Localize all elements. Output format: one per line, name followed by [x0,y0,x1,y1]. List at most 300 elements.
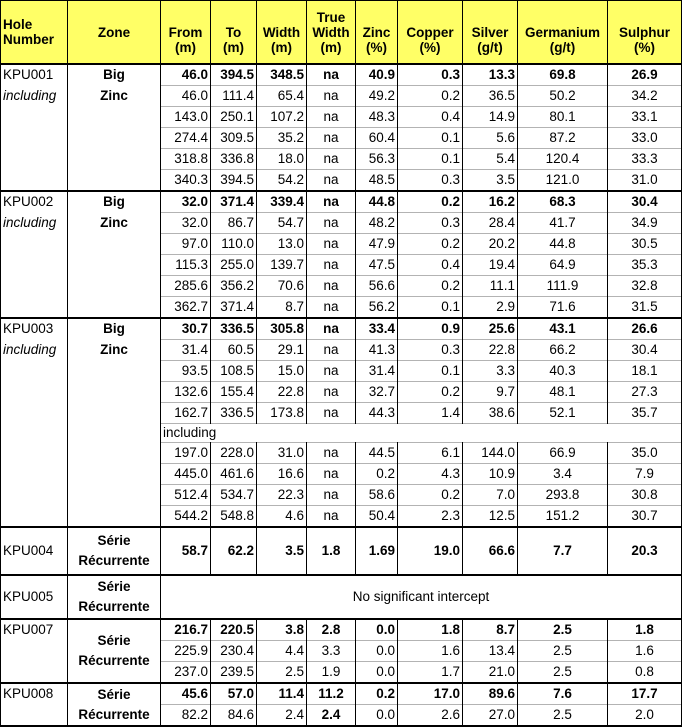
hole-number: KPU005 [1,575,68,619]
header-germanium: Germanium (g/t) [518,1,608,65]
cell-true-width: 3.3 [307,641,356,662]
cell-zinc: 56.2 [356,297,398,319]
cell-silver: 36.5 [463,86,518,107]
cell-true-width: na [307,464,356,485]
cell-copper: 0.3 [398,340,463,361]
cell-sulphur: 27.3 [608,382,682,403]
cell-to: 534.7 [211,485,257,506]
zone-name: Série Récurrente [68,683,161,726]
cell-from: 143.0 [161,107,211,128]
cell-germanium: 64.9 [518,255,608,276]
cell-true-width: na [307,170,356,192]
zone-name: Série Récurrente [68,575,161,619]
cell-to: 86.7 [211,213,257,234]
cell-zinc: 44.8 [356,191,398,213]
cell-zinc: 31.4 [356,361,398,382]
cell-from: 82.2 [161,705,211,727]
cell-true-width: na [307,403,356,424]
cell-germanium: 80.1 [518,107,608,128]
zone-name: Série Récurrente [68,527,161,575]
table-row [1,619,682,641]
table-row [1,170,682,192]
cell-zone [68,128,161,149]
cell-width: 29.1 [257,340,307,361]
table-row [1,213,682,234]
cell-copper: 0.2 [398,191,463,213]
cell-zone [68,255,161,276]
including-label: including [1,340,68,361]
cell-germanium: 41.7 [518,213,608,234]
cell-width: 16.6 [257,464,307,485]
cell-copper: 17.0 [398,683,463,705]
cell-zone [68,297,161,319]
table-row [1,234,682,255]
cell-sulphur: 33.1 [608,107,682,128]
cell-zinc: 1.69 [356,527,398,575]
table-row [1,424,682,443]
zone-name: Big [68,64,161,86]
cell-silver: 38.6 [463,403,518,424]
cell-copper: 0.3 [398,64,463,86]
cell-copper: 0.2 [398,276,463,297]
cell-zinc: 0.0 [356,662,398,684]
cell-hole [1,641,68,662]
cell-hole [1,149,68,170]
hole-number: KPU001 [1,64,68,86]
cell-copper: 1.6 [398,641,463,662]
table-row [1,128,682,149]
cell-hole [1,443,68,464]
cell-silver: 144.0 [463,443,518,464]
cell-copper: 6.1 [398,443,463,464]
header-zone: Zone [68,1,161,65]
hole-number: KPU008 [1,683,68,705]
results-body [1,64,682,726]
cell-zinc: 47.5 [356,255,398,276]
table-row [1,64,682,86]
cell-copper: 1.8 [398,619,463,641]
cell-copper: 0.1 [398,361,463,382]
table-row [1,683,682,705]
cell-sulphur: 30.8 [608,485,682,506]
cell-to: 108.5 [211,361,257,382]
table-row [1,149,682,170]
cell-true-width: na [307,149,356,170]
cell-from: 318.8 [161,149,211,170]
cell-to: 220.5 [211,619,257,641]
header-width: Width (m) [257,1,307,65]
cell-hole [1,424,68,443]
cell-from: 225.9 [161,641,211,662]
cell-to: 336.5 [211,403,257,424]
cell-from: 445.0 [161,464,211,485]
cell-true-width: na [307,213,356,234]
cell-zinc: 32.7 [356,382,398,403]
cell-zinc: 58.6 [356,485,398,506]
cell-germanium: 48.1 [518,382,608,403]
cell-width: 339.4 [257,191,307,213]
cell-germanium: 69.8 [518,64,608,86]
cell-true-width: 1.8 [307,527,356,575]
cell-to: 394.5 [211,170,257,192]
cell-sulphur: 35.0 [608,443,682,464]
cell-silver: 28.4 [463,213,518,234]
cell-to: 371.4 [211,191,257,213]
cell-hole [1,297,68,319]
cell-sulphur: 30.4 [608,340,682,361]
cell-to: 239.5 [211,662,257,684]
cell-zone [68,506,161,528]
cell-true-width: na [307,234,356,255]
cell-sulphur: 18.1 [608,361,682,382]
cell-width: 18.0 [257,149,307,170]
cell-to: 60.5 [211,340,257,361]
cell-width: 54.2 [257,170,307,192]
cell-germanium: 151.2 [518,506,608,528]
cell-copper: 0.1 [398,149,463,170]
cell-copper: 0.2 [398,485,463,506]
cell-zinc: 44.5 [356,443,398,464]
table-row [1,318,682,340]
cell-true-width: na [307,485,356,506]
cell-silver: 13.3 [463,64,518,86]
cell-zone [68,234,161,255]
cell-sulphur: 0.8 [608,662,682,684]
cell-width: 107.2 [257,107,307,128]
cell-silver: 8.7 [463,619,518,641]
cell-width: 2.4 [257,705,307,727]
cell-zone [68,170,161,192]
hole-number: KPU004 [1,527,68,575]
cell-silver: 9.7 [463,382,518,403]
cell-width: 173.8 [257,403,307,424]
cell-zinc: 56.3 [356,149,398,170]
cell-zinc: 0.0 [356,705,398,727]
cell-germanium: 111.9 [518,276,608,297]
cell-silver: 2.9 [463,297,518,319]
cell-silver: 25.6 [463,318,518,340]
table-row [1,86,682,107]
no-intercept-note: No significant intercept [161,575,682,619]
cell-copper: 19.0 [398,527,463,575]
cell-hole [1,382,68,403]
cell-width: 11.4 [257,683,307,705]
cell-sulphur: 31.5 [608,297,682,319]
cell-silver: 3.3 [463,361,518,382]
cell-germanium: 293.8 [518,485,608,506]
cell-to: 228.0 [211,443,257,464]
cell-sulphur: 31.0 [608,170,682,192]
cell-from: 46.0 [161,64,211,86]
cell-hole [1,403,68,424]
cell-zinc: 44.3 [356,403,398,424]
cell-true-width: na [307,297,356,319]
cell-silver: 19.4 [463,255,518,276]
cell-copper: 0.4 [398,107,463,128]
cell-from: 544.2 [161,506,211,528]
table-row [1,464,682,485]
cell-germanium: 120.4 [518,149,608,170]
cell-zone [68,107,161,128]
zone-name: Big [68,318,161,340]
table-row [1,107,682,128]
cell-silver: 7.0 [463,485,518,506]
cell-germanium: 50.2 [518,86,608,107]
zone-name: Zinc [68,340,161,361]
zone-name: Big [68,191,161,213]
table-row [1,361,682,382]
cell-copper: 4.3 [398,464,463,485]
sub-including-label: including [161,424,682,443]
hole-number: KPU007 [1,619,68,641]
cell-zone [68,403,161,424]
header-zinc: Zinc (%) [356,1,398,65]
table-row [1,382,682,403]
cell-zone [68,443,161,464]
cell-zinc: 0.0 [356,641,398,662]
cell-zone [68,149,161,170]
zone-name: Zinc [68,86,161,107]
cell-hole [1,276,68,297]
cell-to: 250.1 [211,107,257,128]
header-hole-number: Hole Number [1,1,68,65]
cell-width: 65.4 [257,86,307,107]
cell-zinc: 0.0 [356,619,398,641]
cell-germanium: 87.2 [518,128,608,149]
table-row [1,506,682,528]
cell-copper: 2.6 [398,705,463,727]
cell-zinc: 48.3 [356,107,398,128]
cell-copper: 0.2 [398,86,463,107]
cell-to: 62.2 [211,527,257,575]
cell-true-width: 2.8 [307,619,356,641]
cell-copper: 0.4 [398,255,463,276]
header-from: From (m) [161,1,211,65]
cell-zinc: 0.2 [356,464,398,485]
cell-zinc: 49.2 [356,86,398,107]
cell-width: 139.7 [257,255,307,276]
table-row [1,485,682,506]
cell-hole [1,662,68,684]
cell-to: 57.0 [211,683,257,705]
cell-sulphur: 33.0 [608,128,682,149]
cell-silver: 3.5 [463,170,518,192]
cell-hole [1,361,68,382]
cell-germanium: 44.8 [518,234,608,255]
cell-to: 548.8 [211,506,257,528]
cell-from: 237.0 [161,662,211,684]
cell-silver: 27.0 [463,705,518,727]
header-row [1,1,682,65]
cell-germanium: 52.1 [518,403,608,424]
cell-sulphur: 2.0 [608,705,682,727]
cell-hole [1,485,68,506]
cell-from: 340.3 [161,170,211,192]
cell-copper: 1.7 [398,662,463,684]
cell-width: 15.0 [257,361,307,382]
cell-silver: 10.9 [463,464,518,485]
cell-sulphur: 17.7 [608,683,682,705]
cell-zinc: 60.4 [356,128,398,149]
cell-from: 216.7 [161,619,211,641]
cell-hole [1,705,68,727]
cell-width: 35.2 [257,128,307,149]
cell-zinc: 47.9 [356,234,398,255]
cell-silver: 20.2 [463,234,518,255]
cell-sulphur: 35.3 [608,255,682,276]
cell-germanium: 43.1 [518,318,608,340]
header-sulphur: Sulphur (%) [608,1,682,65]
cell-hole [1,107,68,128]
cell-to: 336.5 [211,318,257,340]
cell-zone [68,485,161,506]
cell-true-width: na [307,443,356,464]
cell-silver: 14.9 [463,107,518,128]
table-row [1,527,682,575]
cell-sulphur: 34.9 [608,213,682,234]
cell-to: 394.5 [211,64,257,86]
cell-width: 2.5 [257,662,307,684]
cell-width: 13.0 [257,234,307,255]
cell-to: 111.4 [211,86,257,107]
cell-hole [1,170,68,192]
cell-true-width: na [307,382,356,403]
cell-to: 230.4 [211,641,257,662]
cell-from: 285.6 [161,276,211,297]
cell-germanium: 2.5 [518,641,608,662]
cell-from: 97.0 [161,234,211,255]
cell-copper: 0.1 [398,128,463,149]
cell-width: 8.7 [257,297,307,319]
table-row [1,276,682,297]
cell-germanium: 71.6 [518,297,608,319]
cell-to: 84.6 [211,705,257,727]
cell-from: 30.7 [161,318,211,340]
cell-to: 255.0 [211,255,257,276]
cell-germanium: 2.5 [518,662,608,684]
table-row [1,297,682,319]
cell-from: 274.4 [161,128,211,149]
cell-from: 58.7 [161,527,211,575]
cell-zinc: 40.9 [356,64,398,86]
cell-from: 31.4 [161,340,211,361]
cell-hole [1,506,68,528]
cell-sulphur: 7.9 [608,464,682,485]
hole-number: KPU003 [1,318,68,340]
cell-from: 115.3 [161,255,211,276]
cell-true-width: na [307,107,356,128]
table-row [1,403,682,424]
cell-width: 70.6 [257,276,307,297]
cell-silver: 5.4 [463,149,518,170]
zone-name: Série Récurrente [68,619,161,683]
cell-silver: 11.1 [463,276,518,297]
cell-width: 3.8 [257,619,307,641]
cell-zinc: 41.3 [356,340,398,361]
cell-germanium: 3.4 [518,464,608,485]
cell-width: 305.8 [257,318,307,340]
cell-to: 309.5 [211,128,257,149]
cell-sulphur: 20.3 [608,527,682,575]
cell-sulphur: 30.4 [608,191,682,213]
cell-copper: 0.2 [398,234,463,255]
cell-true-width: na [307,86,356,107]
cell-zinc: 33.4 [356,318,398,340]
cell-hole [1,128,68,149]
cell-hole [1,464,68,485]
hole-number: KPU002 [1,191,68,213]
cell-germanium: 7.6 [518,683,608,705]
zone-name: Zinc [68,213,161,234]
cell-copper: 0.9 [398,318,463,340]
cell-true-width: na [307,64,356,86]
cell-width: 4.6 [257,506,307,528]
table-row [1,575,682,619]
cell-silver: 16.2 [463,191,518,213]
cell-width: 22.3 [257,485,307,506]
cell-true-width: 1.9 [307,662,356,684]
cell-true-width: na [307,128,356,149]
cell-true-width: na [307,318,356,340]
cell-from: 45.6 [161,683,211,705]
cell-sulphur: 34.2 [608,86,682,107]
cell-sulphur: 1.8 [608,619,682,641]
cell-true-width: na [307,506,356,528]
cell-zinc: 0.2 [356,683,398,705]
cell-hole [1,234,68,255]
cell-germanium: 2.5 [518,705,608,727]
cell-hole [1,255,68,276]
cell-width: 4.4 [257,641,307,662]
cell-from: 197.0 [161,443,211,464]
cell-sulphur: 30.7 [608,506,682,528]
cell-sulphur: 26.6 [608,318,682,340]
cell-to: 155.4 [211,382,257,403]
cell-true-width: na [307,191,356,213]
table-row [1,340,682,361]
cell-sulphur: 1.6 [608,641,682,662]
cell-copper: 2.3 [398,506,463,528]
cell-to: 461.6 [211,464,257,485]
cell-silver: 22.8 [463,340,518,361]
cell-width: 348.5 [257,64,307,86]
cell-germanium: 40.3 [518,361,608,382]
cell-copper: 0.3 [398,213,463,234]
cell-sulphur: 30.5 [608,234,682,255]
cell-zone [68,276,161,297]
cell-silver: 21.0 [463,662,518,684]
cell-width: 22.8 [257,382,307,403]
cell-true-width: na [307,255,356,276]
cell-germanium: 68.3 [518,191,608,213]
cell-zinc: 50.4 [356,506,398,528]
cell-from: 362.7 [161,297,211,319]
cell-silver: 89.6 [463,683,518,705]
cell-from: 46.0 [161,86,211,107]
cell-true-width: na [307,361,356,382]
cell-from: 93.5 [161,361,211,382]
cell-silver: 12.5 [463,506,518,528]
table-row [1,255,682,276]
cell-germanium: 66.2 [518,340,608,361]
cell-silver: 13.4 [463,641,518,662]
header-true-width: True Width (m) [307,1,356,65]
including-label: including [1,213,68,234]
cell-zone [68,424,161,443]
cell-true-width: 2.4 [307,705,356,727]
cell-germanium: 7.7 [518,527,608,575]
cell-zinc: 48.2 [356,213,398,234]
